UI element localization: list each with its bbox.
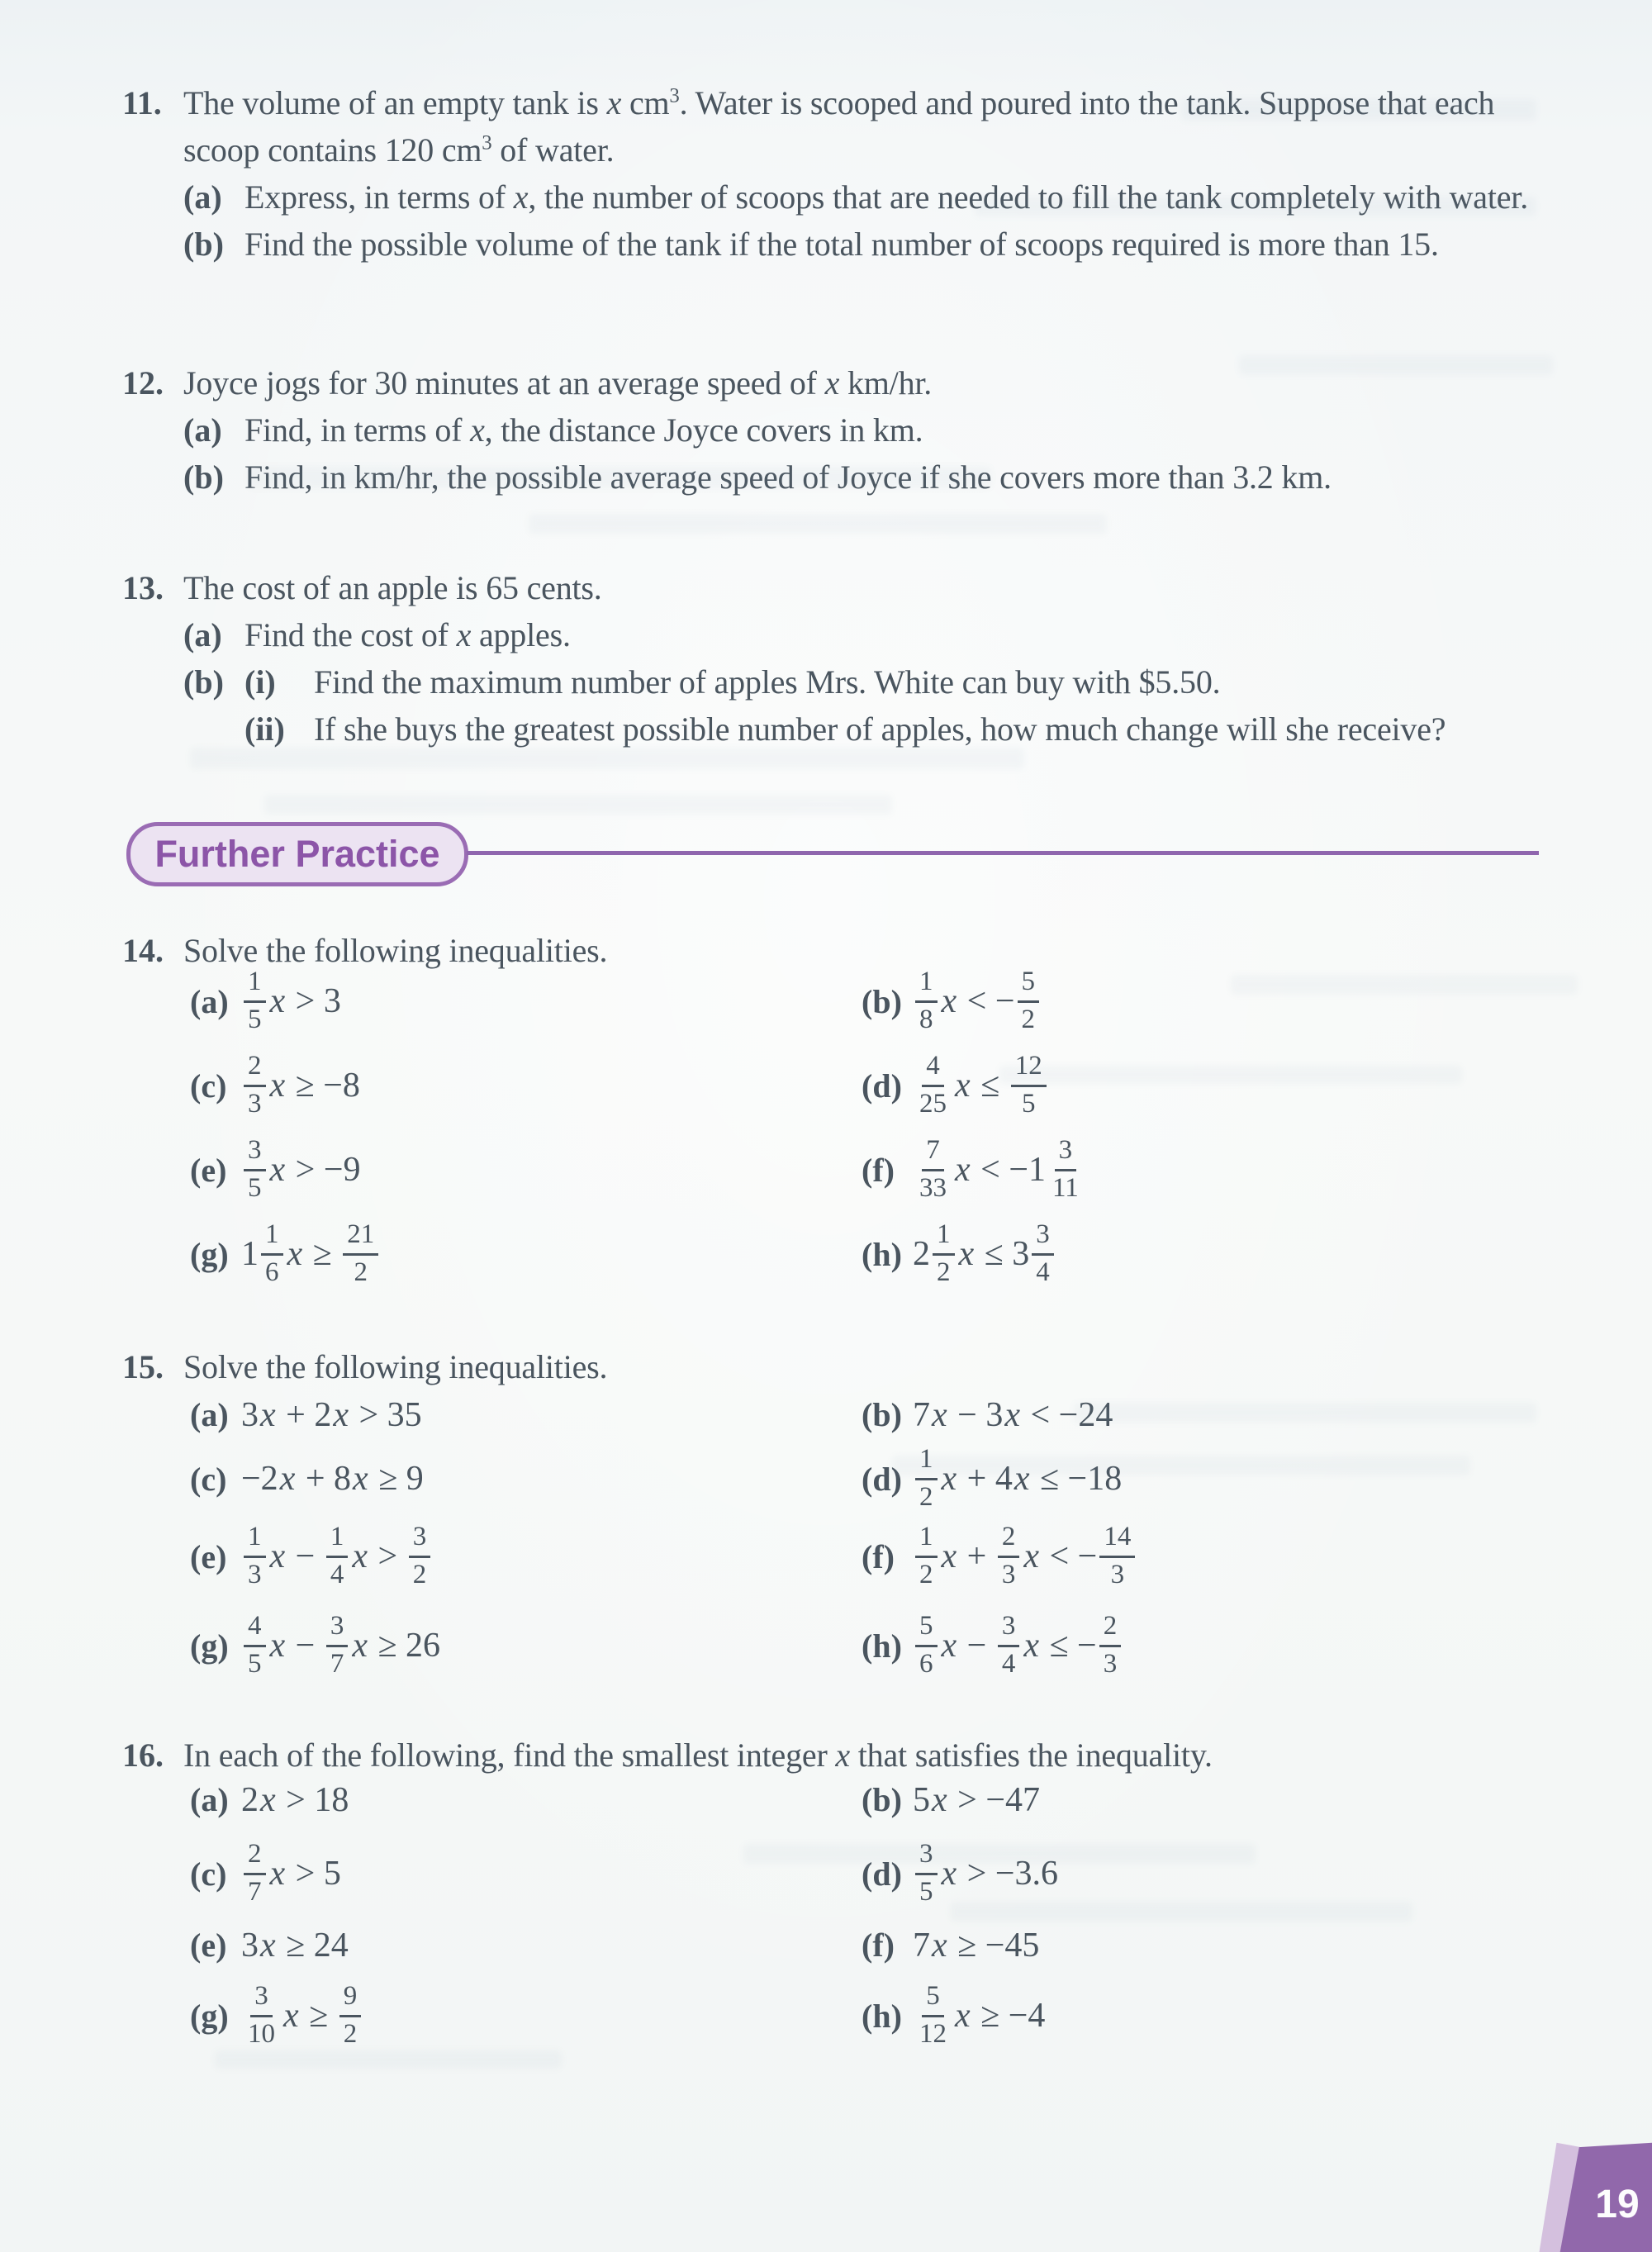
- fraction-denominator: 12: [919, 2019, 947, 2049]
- math-expression: [913, 967, 1042, 1034]
- exercise-item: [862, 1606, 1123, 1685]
- math-text: < −: [958, 982, 1015, 1020]
- math-text: 5: [913, 1780, 930, 1819]
- exercise-item: [190, 1439, 424, 1518]
- math-text: +: [958, 1537, 995, 1575]
- question-number: 16.: [122, 1737, 164, 1774]
- math-variable: x: [269, 1627, 286, 1665]
- fraction-denominator: 10: [248, 2019, 275, 2049]
- fraction-numerator: 1: [933, 1220, 955, 1256]
- math-text: −2: [241, 1460, 278, 1498]
- fraction-numerator: 2: [998, 1523, 1020, 1558]
- exercise-item: [862, 1046, 1049, 1125]
- part-label: (c): [190, 1855, 227, 1893]
- math-expression: [241, 1459, 424, 1499]
- showthrough-artifact: [215, 2050, 562, 2069]
- fraction-denominator: 6: [265, 1257, 279, 1287]
- exercise-item: [862, 1214, 1056, 1294]
- math-text: − 3: [948, 1395, 1004, 1434]
- math-variable: x: [269, 1537, 286, 1575]
- math-text: > 18: [277, 1780, 349, 1819]
- math-expression: [913, 1780, 1040, 1820]
- math-text: > −9: [287, 1151, 361, 1189]
- math-variable: x: [353, 1460, 368, 1498]
- part-label: (b): [862, 1396, 902, 1433]
- math-text: ≥: [304, 1235, 341, 1273]
- math-expression: [913, 1523, 1137, 1589]
- math-variable: x: [941, 1627, 957, 1665]
- part-label: (a): [183, 178, 222, 216]
- math-text: > −47: [948, 1780, 1041, 1819]
- fraction-numerator: 1: [915, 967, 938, 1003]
- math-text: ≥: [300, 1997, 337, 2035]
- showthrough-artifact: [190, 748, 1024, 769]
- fraction: [915, 967, 938, 1034]
- fraction-denominator: 2: [919, 1482, 933, 1512]
- part-label: (g): [190, 1627, 229, 1665]
- fraction-numerator: 4: [244, 1612, 266, 1647]
- math-variable: x: [932, 1395, 947, 1434]
- math-text: + 8: [297, 1460, 352, 1498]
- math-expression: [241, 1136, 361, 1203]
- fraction-denominator: 8: [919, 1005, 933, 1034]
- fraction-denominator: 2: [412, 1560, 427, 1589]
- part-label: (f): [862, 1927, 895, 1964]
- fraction: [915, 1982, 951, 2049]
- fraction-numerator: 1: [915, 1523, 938, 1558]
- further-practice-rule: [467, 851, 1539, 855]
- exercise-item: [190, 1517, 433, 1596]
- math-text: < −1: [971, 1151, 1047, 1189]
- question-number: 15.: [122, 1348, 164, 1385]
- fraction-numerator: 21: [343, 1220, 378, 1256]
- showthrough-artifact: [999, 1066, 1462, 1084]
- fraction-numerator: 1: [261, 1220, 283, 1256]
- part-label: (d): [862, 1855, 902, 1893]
- showthrough-artifact: [975, 197, 1536, 216]
- part-label: (f): [862, 1151, 895, 1189]
- fraction-denominator: 5: [1021, 1089, 1036, 1119]
- math-text: < −: [1041, 1537, 1098, 1575]
- fraction-numerator: 3: [250, 1982, 273, 2017]
- math-text: 2: [241, 1780, 259, 1819]
- math-expression: [913, 1052, 1049, 1119]
- fraction: [1011, 1052, 1047, 1119]
- showthrough-artifact: [743, 1844, 1256, 1864]
- question-row: [122, 564, 1652, 611]
- math-text: > 5: [287, 1855, 341, 1893]
- fraction-numerator: 3: [409, 1523, 431, 1558]
- question-stem: scoop contains 120 $cm^3$ of water.: [183, 131, 615, 169]
- math-text: 3: [241, 1395, 259, 1434]
- exercise-item: [190, 1214, 381, 1294]
- showthrough-artifact: [529, 514, 1107, 534]
- math-variable: x: [283, 1997, 299, 2035]
- question-row: [122, 221, 1652, 268]
- fraction-numerator: 1: [244, 967, 266, 1003]
- fraction-denominator: 3: [1110, 1560, 1125, 1589]
- fraction: [1099, 1612, 1122, 1679]
- question-row: [122, 406, 1652, 454]
- fraction: [244, 1136, 266, 1203]
- question-row: [122, 1343, 1652, 1390]
- part-label: (d): [862, 1067, 902, 1105]
- fraction: [998, 1523, 1020, 1589]
- math-variable: x: [269, 1151, 286, 1189]
- math-text: ≥ 24: [277, 1926, 349, 1965]
- fraction: [343, 1220, 378, 1287]
- question-number: 13.: [122, 569, 164, 606]
- fraction: [1018, 967, 1040, 1034]
- subpart-text: If she buys the greatest possible number of apples, how much change will she receive?: [314, 710, 1446, 748]
- math-variable: x: [1023, 1627, 1039, 1665]
- math-text: ≤ −: [1041, 1627, 1097, 1665]
- fraction-denominator: 4: [1001, 1649, 1016, 1679]
- math-expression: [913, 1136, 1085, 1203]
- math-text: >: [369, 1537, 406, 1575]
- part-label: (g): [190, 1997, 229, 2035]
- part-label: (h): [862, 1627, 902, 1665]
- math-variable: x: [260, 1780, 276, 1819]
- part-label: (d): [862, 1460, 902, 1498]
- fraction: [244, 1840, 266, 1907]
- part-label: (b): [183, 663, 224, 701]
- question-stem: The volume of an empty tank is x $cm^3$. Water is scooped and poured into the tank. Suppose that each: [183, 84, 1495, 121]
- page-number-corner: [1479, 2140, 1652, 2252]
- math-expression: [241, 967, 341, 1034]
- fraction-numerator: 5: [1018, 967, 1040, 1003]
- math-text: ≥ −45: [948, 1926, 1040, 1965]
- fraction: [261, 1220, 283, 1287]
- part-text: Find the possible volume of the tank if the total number of scoops required is more than 15.: [244, 226, 1439, 263]
- showthrough-artifact: [950, 1902, 1412, 1922]
- math-expression: [241, 1926, 349, 1965]
- question-stem: Solve the following inequalities.: [183, 932, 608, 969]
- fraction-numerator: 14: [1099, 1523, 1135, 1558]
- math-variable: x: [941, 1855, 957, 1893]
- exercise-item: [862, 1517, 1137, 1596]
- fraction-numerator: 5: [915, 1612, 938, 1647]
- fraction: [915, 1136, 951, 1203]
- part-label: (e): [190, 1151, 227, 1189]
- fraction-numerator: 3: [1032, 1220, 1054, 1256]
- fraction-denominator: 2: [919, 1560, 933, 1589]
- fraction-denominator: 3: [248, 1560, 262, 1589]
- math-variable: x: [269, 1855, 286, 1893]
- math-variable: x: [955, 1997, 971, 2035]
- exercise-item: [190, 1776, 349, 1823]
- math-expression: [241, 1612, 440, 1679]
- part-label: (b): [862, 982, 902, 1020]
- part-label: (f): [862, 1537, 895, 1575]
- fraction-denominator: 7: [330, 1649, 344, 1679]
- math-variable: x: [941, 1537, 957, 1575]
- fraction-denominator: 5: [248, 1005, 262, 1034]
- fraction-denominator: 2: [1021, 1005, 1036, 1034]
- exercise-item: [190, 1922, 349, 1969]
- math-text: ≥ 9: [369, 1460, 424, 1498]
- math-text: + 2: [277, 1395, 332, 1434]
- part-label: (b): [862, 1781, 902, 1818]
- fraction-denominator: 6: [919, 1649, 933, 1679]
- math-text: ≥ −8: [287, 1067, 360, 1105]
- fraction-denominator: 4: [1036, 1257, 1050, 1287]
- fraction: [244, 1523, 266, 1589]
- fraction: [1032, 1220, 1054, 1287]
- fraction: [1099, 1523, 1135, 1589]
- math-expression: [913, 1220, 1056, 1287]
- math-text: ≤ −18: [1031, 1460, 1123, 1498]
- math-text: ≥ 26: [369, 1627, 441, 1665]
- exercise-item: [190, 1046, 360, 1125]
- subpart-label: (i): [244, 663, 276, 701]
- math-text: 2: [913, 1235, 930, 1273]
- exercise-item: [862, 1130, 1085, 1209]
- fraction: [933, 1220, 955, 1287]
- exercise-item: [862, 1976, 1045, 2055]
- fraction: [409, 1523, 431, 1589]
- part-label: (b): [183, 458, 224, 496]
- subpart-text: Find the maximum number of apples Mrs. White can buy with $5.50.: [314, 663, 1221, 701]
- part-label: (c): [190, 1460, 227, 1498]
- math-text: ≤: [971, 1067, 1009, 1105]
- fraction-numerator: 9: [339, 1982, 362, 2017]
- fraction-denominator: 11: [1052, 1173, 1079, 1203]
- math-text: ≥ −4: [971, 1997, 1046, 2035]
- math-variable: x: [352, 1537, 368, 1575]
- math-expression: [913, 1982, 1045, 2049]
- exercise-item: [190, 962, 341, 1041]
- exercise-item: [190, 1391, 422, 1438]
- showthrough-artifact: [248, 467, 991, 488]
- page-number: 19: [1595, 2183, 1640, 2226]
- fraction-denominator: 7: [248, 1877, 262, 1907]
- math-variable: x: [260, 1395, 276, 1434]
- fraction-numerator: 3: [244, 1136, 266, 1171]
- math-expression: [241, 1523, 433, 1589]
- further-practice-label: Further Practice: [154, 833, 440, 875]
- fraction-denominator: 3: [1001, 1560, 1016, 1589]
- math-variable: x: [958, 1235, 975, 1273]
- question-stem: Solve the following inequalities.: [183, 1348, 608, 1385]
- math-variable: x: [955, 1067, 971, 1105]
- fraction-numerator: 2: [244, 1840, 266, 1875]
- fraction: [915, 1052, 951, 1119]
- math-text: 7: [913, 1395, 930, 1434]
- math-variable: x: [955, 1151, 971, 1189]
- part-label: (a): [183, 616, 222, 653]
- showthrough-artifact: [1074, 1403, 1536, 1423]
- showthrough-artifact: [892, 1456, 1470, 1475]
- question-row: [122, 611, 1652, 658]
- question-number: 14.: [122, 932, 164, 969]
- part-label: (h): [862, 1997, 902, 2035]
- math-variable: x: [1023, 1537, 1039, 1575]
- fraction: [339, 1982, 362, 2049]
- showthrough-artifact: [1181, 99, 1536, 121]
- math-variable: x: [1004, 1395, 1020, 1434]
- question-row: [122, 126, 1652, 173]
- math-variable: x: [260, 1926, 276, 1965]
- exercise-item: [862, 962, 1042, 1041]
- math-text: 3: [241, 1926, 259, 1965]
- fraction-denominator: 5: [248, 1649, 262, 1679]
- fraction: [915, 1612, 938, 1679]
- fraction-denominator: 5: [248, 1173, 262, 1203]
- fraction: [244, 1982, 279, 2049]
- math-expression: [241, 1395, 422, 1435]
- math-expression: [913, 1926, 1039, 1965]
- fraction: [915, 1523, 938, 1589]
- math-expression: [241, 1840, 341, 1907]
- fraction-denominator: 4: [330, 1560, 344, 1589]
- fraction-denominator: 3: [248, 1089, 262, 1119]
- fraction: [244, 967, 266, 1034]
- math-variable: x: [269, 982, 286, 1020]
- showthrough-artifact: [1231, 975, 1578, 995]
- math-expression: [241, 1220, 381, 1287]
- part-text: Express, in terms of x, the number of scoops that are needed to fill the tank completely with water.: [244, 178, 1529, 216]
- question-row: [122, 706, 1652, 753]
- fraction-denominator: 2: [343, 2019, 358, 2049]
- math-text: ≤ 3: [976, 1235, 1030, 1273]
- part-label: (e): [190, 1927, 227, 1964]
- fraction-denominator: 25: [919, 1089, 947, 1119]
- math-variable: x: [932, 1780, 947, 1819]
- math-expression: [241, 1052, 360, 1119]
- part-label: (h): [862, 1235, 902, 1273]
- fraction-denominator: 2: [937, 1257, 951, 1287]
- question-number: 12.: [122, 364, 164, 401]
- question-stem: Joyce jogs for 30 minutes at an average speed of x km/hr.: [183, 364, 933, 401]
- math-text: + 4: [958, 1460, 1013, 1498]
- fraction-numerator: 12: [1011, 1052, 1047, 1087]
- fraction-numerator: 3: [915, 1840, 938, 1875]
- fraction-numerator: 1: [915, 1445, 938, 1480]
- part-label: (c): [190, 1067, 227, 1105]
- exercise-item: [862, 1922, 1039, 1969]
- part-text: Find the cost of x apples.: [244, 616, 571, 653]
- fraction-denominator: 5: [919, 1877, 933, 1907]
- math-variable: x: [1014, 1460, 1030, 1498]
- exercise-item: [190, 1834, 341, 1913]
- math-variable: x: [287, 1235, 303, 1273]
- fraction-denominator: 3: [1103, 1649, 1118, 1679]
- exercise-item: [862, 1776, 1040, 1823]
- math-text: 7: [913, 1926, 930, 1965]
- exercise-item: [862, 1439, 1122, 1518]
- part-label: (a): [190, 982, 229, 1020]
- fraction: [244, 1052, 266, 1119]
- part-text: Find, in km/hr, the possible average speed of Joyce if she covers more than 3.2 km.: [244, 458, 1332, 496]
- fraction-numerator: 2: [1099, 1612, 1122, 1647]
- fraction: [1048, 1136, 1083, 1203]
- math-text: −: [958, 1627, 995, 1665]
- part-label: (e): [190, 1537, 227, 1575]
- math-variable: x: [941, 982, 957, 1020]
- math-variable: x: [279, 1460, 296, 1498]
- question-stem: In each of the following, find the smallest integer x that satisfies the inequality.: [183, 1737, 1213, 1774]
- part-label: (a): [190, 1781, 229, 1818]
- math-text: 1: [241, 1235, 259, 1273]
- showthrough-artifact: [1239, 355, 1553, 375]
- math-expression: [241, 1982, 363, 2049]
- question-number: 11.: [122, 84, 162, 121]
- math-text: < −24: [1022, 1395, 1113, 1434]
- math-variable: x: [352, 1627, 368, 1665]
- part-label: (g): [190, 1235, 229, 1273]
- showthrough-artifact: [264, 795, 892, 815]
- math-text: −: [287, 1627, 324, 1665]
- fraction: [326, 1612, 349, 1679]
- exercise-item: [190, 1130, 361, 1209]
- fraction-numerator: 5: [922, 1982, 944, 2017]
- fraction-numerator: 1: [244, 1523, 266, 1558]
- fraction: [998, 1612, 1020, 1679]
- math-expression: [913, 1612, 1123, 1679]
- further-practice-box: [126, 822, 468, 886]
- math-variable: x: [333, 1395, 349, 1434]
- part-label: (b): [183, 226, 224, 263]
- fraction-numerator: 7: [922, 1136, 944, 1171]
- subpart-label: (ii): [244, 710, 285, 748]
- fraction-numerator: 4: [922, 1052, 944, 1087]
- question-stem: The cost of an apple is 65 cents.: [183, 569, 602, 606]
- math-text: > 3: [287, 982, 341, 1020]
- fraction-numerator: 2: [244, 1052, 266, 1087]
- fraction-numerator: 1: [326, 1523, 349, 1558]
- part-label: (a): [190, 1396, 229, 1433]
- fraction-numerator: 3: [998, 1612, 1020, 1647]
- exercise-item: [190, 1976, 363, 2055]
- math-expression: [241, 1780, 349, 1820]
- math-variable: x: [932, 1926, 947, 1965]
- math-variable: x: [941, 1460, 957, 1498]
- fraction-denominator: 33: [919, 1173, 947, 1203]
- question-row: [122, 1732, 1652, 1779]
- math-text: > 35: [350, 1395, 422, 1434]
- fraction-denominator: 2: [354, 1257, 368, 1287]
- part-text: Find, in terms of x, the distance Joyce covers in km.: [244, 411, 923, 449]
- fraction-numerator: 3: [1055, 1136, 1077, 1171]
- math-variable: x: [269, 1067, 286, 1105]
- fraction-numerator: 3: [326, 1612, 349, 1647]
- math-text: > −3.6: [958, 1855, 1059, 1893]
- math-text: −: [287, 1537, 324, 1575]
- part-label: (a): [183, 411, 222, 449]
- question-row: [122, 658, 1652, 706]
- fraction: [326, 1523, 349, 1589]
- fraction: [244, 1612, 266, 1679]
- exercise-item: [190, 1606, 440, 1685]
